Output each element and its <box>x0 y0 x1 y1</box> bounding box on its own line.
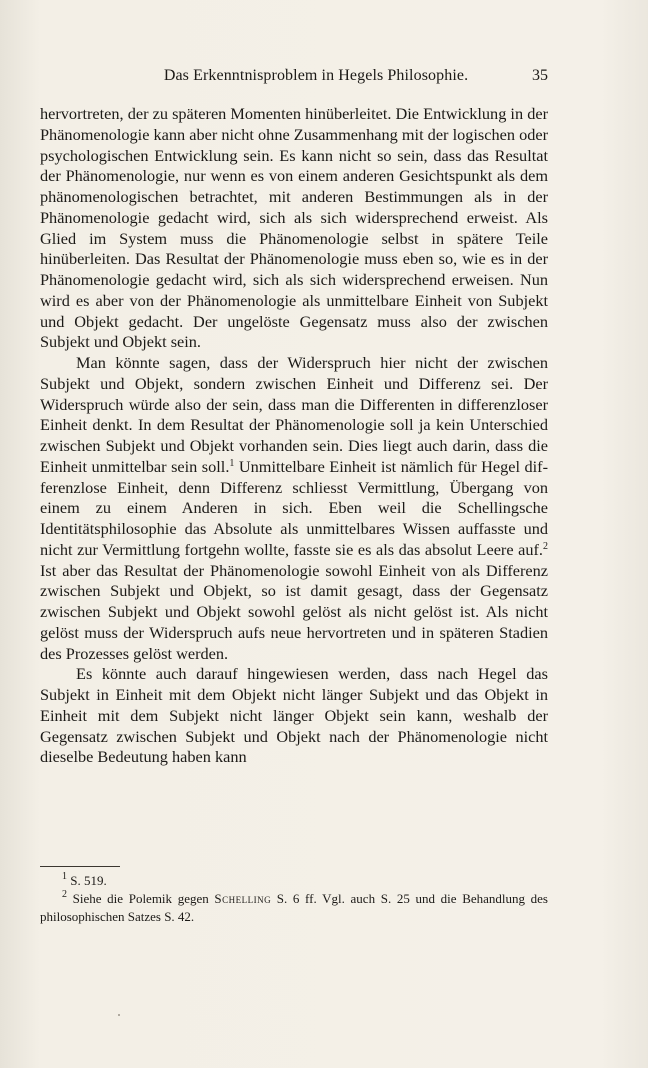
paragraph-1: hervortreten, der zu späteren Momenten hinüberleitet. Die Entwicklung in der Phänomenologie kann aber nicht ohne Zusammenhang mit der logischen oder psychologischen Entwicklung sein. Es kann nicht so sein, dass das Resultat der Phänomenologie, nur wenn es von einem anderen Gesichtspunkt als dem phänomenologischen betrachtet, mit anderen Bestimmungen als in der Phänomenologie gedacht wird, sich als sich widersprechend erweist. Als Glied im System muss die Phänomenologie selbst in spätere Teile hinüberleiten. Das Resultat der Phänomenologie muss eben so, wie es in der Phänomenologie gedacht wird, sich als sich widersprechend erweisen. Nun wird es aber von der Phänomenologie als unmittelbare Einheit von Subjekt und Objekt gedacht. Der ungelöste Gegensatz muss also der zwischen Subjekt und Objekt sein. <box>40 104 548 352</box>
footnote-divider <box>40 866 120 867</box>
footnote-2-mark: 2 <box>62 889 67 900</box>
paragraph-3: Es könnte auch darauf hingewiesen werden, dass nach Hegel das Subjekt in Einheit mit dem Objekt nicht länger Subjekt und das Objekt in Einheit mit dem Subjekt nicht länger Objekt sein kann, weshalb der Gegensatz zwischen Subjekt und Objekt nach der Phänomenologie nicht dieselbe Bedeutung haben kann <box>40 664 548 767</box>
paragraph-2-part-c: Ist aber das Resultat der Phänomenologie sowohl Einheit von als Differenz zwischen Subjekt und Objekt, so ist damit gesagt, dass der Gegensatz zwischen Subjekt und Objekt sowohl gelöst als nicht gelöst ist. Als nicht gelöst muss der Widerspruch aufs neue hervortreten und in späteren Stadien des Prozesses gelöst werden. <box>40 560 548 663</box>
footnote-1 <box>40 872 548 890</box>
footnote-ref-2: 2 <box>543 540 548 552</box>
running-title: Das Erkenntnisproblem in Hegels Philosophie. <box>163 67 469 84</box>
page-number: 35 <box>532 67 548 84</box>
running-head <box>40 66 548 86</box>
footnote-ref-1: 1 <box>229 457 235 469</box>
footnote-1-mark: 1 <box>62 871 67 882</box>
footnote-2-author: Schelling <box>214 891 272 906</box>
paragraph-2 <box>40 353 548 664</box>
paper-speck <box>118 1014 120 1016</box>
footnote-2 <box>40 890 548 926</box>
paragraph-2-part-b: Unmittelbare Einheit ist nämlich für Hegel differenzlose Einheit, denn Differenz schliesst Vermittlung, Übergang von einem zu einem Anderen in sich. Eben weil die Schellingsche Identitätsphilosophie das Absolute als unmittelbares Wissen auffasste und nicht zur Vermittlung fortgehn wollte, fasste sie es als das absolut Leere auf. <box>40 456 549 559</box>
footnotes <box>40 872 548 926</box>
body-text <box>40 104 548 768</box>
footnote-2-text-b: S. 6 ff. Vgl. auch S. 25 und die Behandlung des philosophischen Satzes S. 42. <box>40 891 548 924</box>
footnote-2-text-a: Siehe die Polemik gegen <box>67 891 215 906</box>
footnote-1-text: S. 519. <box>67 873 107 888</box>
paragraph-2-part-a: Man könnte sagen, dass der Widerspruch hier nicht der zwischen Subjekt und Objekt, sondern zwischen Einheit und Differenz sei. Der Widerspruch würde also der sein, dass man die Differenten in differenzloser Einheit denkt. In dem Resultat der Phänomenologie soll ja kein Unterschied zwischen Subjekt und Objekt vorhanden sein. Dies liegt auch darin, dass die Einheit unmittelbar sein soll. <box>40 353 548 476</box>
